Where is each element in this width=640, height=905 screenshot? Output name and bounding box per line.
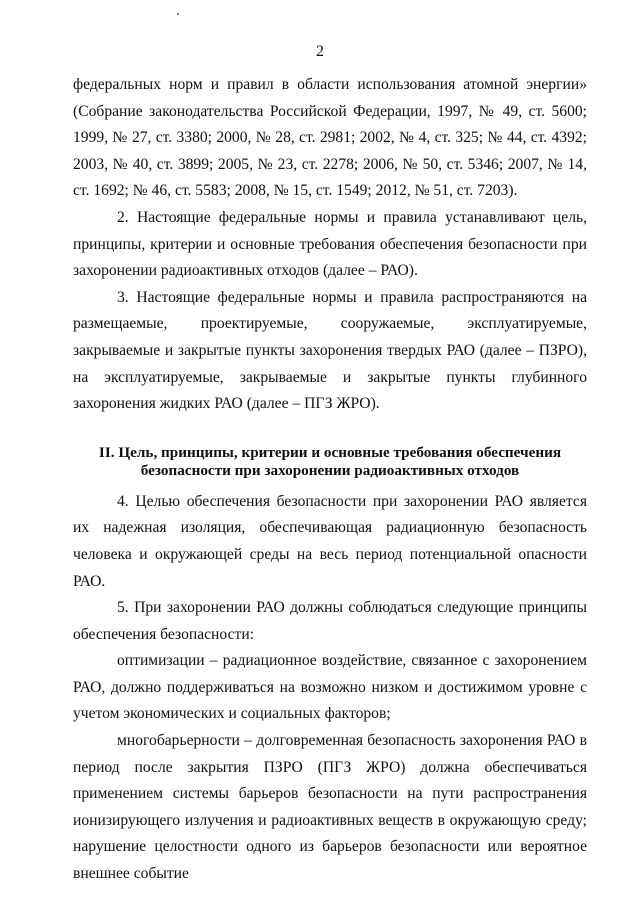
paragraph-optimization: оптимизации – радиационное воздействие, связанное с захоронением РАО, должно поддерживаться на возможно низком и достижимом уровне с учетом экономических и социальных факторов; <box>73 652 587 723</box>
paragraph-multibarrier: многобарьерности – долговременная безопасность захоронения РАО в период после закрытия ПЗРО (ПГЗ ЖРО) должна обеспечиваться применением системы барьеров безопасности на пути распространения ионизирующего излучения и радиоактивных веществ в окружающую среду; нарушение целостности одного из барьеров безопасности или вероятное внешнее событие <box>73 732 587 883</box>
section-heading <box>73 444 587 481</box>
paragraph-4: 4. Целью обеспечения безопасности при захоронении РАО является их надежная изоляция, обеспечивающая радиационную безопасность человека и окружающей среды на весь период потенциальной опасности РАО. <box>73 492 587 590</box>
section-heading-line-1: II. Цель, принципы, критерии и основные требования обеспечения <box>98 443 562 461</box>
section-heading-line-2: безопасности при захоронении радиоактивных отходов <box>140 462 520 480</box>
paragraph-3: 3. Настоящие федеральные нормы и правила распространяются на размещаемые, проектируемые, сооружаемые, эксплуатируемые, закрываемые и закрытые пункты захоронения твердых РАО (далее – ПЗРО), на эксплуатируемые, закрываемые и закрытые пункты глубинного захоронения жидких РАО (далее – ПГЗ ЖРО). <box>73 288 587 413</box>
paragraph-continuation: федеральных норм и правил в области использования атомной энергии» (Собрание законодательства Российской Федерации, 1997, № 49, ст. 5600; 1999, № 27, ст. 3380; 2000, № 28, ст. 2981; 2002, № 4, ст. 325; № 44, ст. 4392; 2003, № 40, ст. 3899; 2005, № 23, ст. 2278; 2006, № 50, ст. 5346; 2007, № 14, ст. 1692; № 46, ст. 5583; 2008, № 15, ст. 1549; 2012, № 51, ст. 7203). <box>73 76 587 200</box>
page-number: 2 <box>316 43 324 60</box>
paragraph-2: 2. Настоящие федеральные нормы и правила устанавливают цель, принципы, критерии и основные требования обеспечения безопасности при захоронении радиоактивных отходов (далее – РАО). <box>73 208 587 280</box>
document-body <box>73 72 587 888</box>
paragraph-5: 5. При захоронении РАО должны соблюдаться следующие принципы обеспечения безопасности: <box>73 599 587 643</box>
scan-speck <box>177 13 179 15</box>
